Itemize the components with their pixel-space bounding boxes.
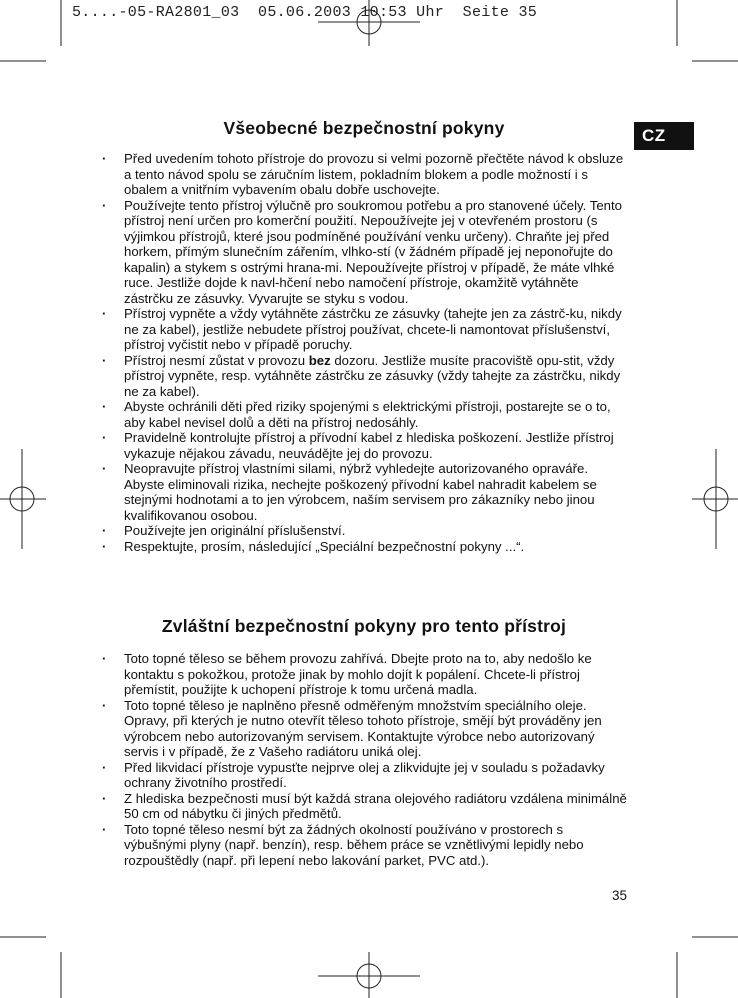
list-item: · Používejte tento přístroj výlučně pro soukromou potřebu a pro stanovené účely. Tento přístroj není určen pro komerční použití. Nepoužívejte jej v otevřeném prostoru (s výjimkou přístrojů, které jsou podmíněné používání venku určeny). Chraňte jej před horkem, přímým slunečním zářením, vlhko-stí (v žádném případě jej neponořujte do kapalin) a stykem s ostrými hrana-mi. Nepoužívejte přístroj v případě, že máte vlhké ruce. Jestliže dojde k navl-hčení nebo namočení přístroje, okamžitě vytáhněte zástrčku ze zásuvky. Vyvarujte se styku s vodou.: [100, 198, 628, 307]
list-item: · Toto topné těleso nesmí být za žádných okolností používáno v prostorech s výbušnými plyny (např. benzín), resp. během práce se vznětlivými lepidly nebo rozpouštědly (např. při lepení nebo lakování parket, PVC atd.).: [100, 822, 628, 869]
list-item: · Pravidelně kontrolujte přístroj a přívodní kabel z hlediska poškození. Jestliže přístroj vykazuje nějakou závadu, neuvádějte jej do provozu.: [100, 430, 628, 461]
list-item-text-after: dozoru. Jestliže musíte pracoviště opu-stit, vždy přístroj vypněte, resp. vytáhněte zástrčku ze zásuvky (vždy tahejte za zástrčku, nikdy ne za kabel).: [124, 352, 621, 399]
list-item: · Přístroj vypněte a vždy vytáhněte zástrčku ze zásuvky (tahejte jen za zástrč-ku, nikdy ne za kabel), jestliže nebudete přístroj používat, chcete-li namontovat příslušenství, přístroj vyčistit nebo v případě poruchy.: [100, 306, 628, 353]
list-item: · Abyste ochránili děti před riziky spojenými s elektrickými přístroji, postarejte se o to, aby kabel nevisel dolů a děti na přístroj nedosáhly.: [100, 399, 628, 430]
list-item: · Z hlediska bezpečnosti musí být každá strana olejového radiátoru vzdálena minimálně 50 cm od nábytku či jiných předmětů.: [100, 791, 628, 822]
language-tab: CZ: [634, 122, 694, 150]
general-safety-section: [100, 118, 628, 554]
page-number: 35: [612, 888, 628, 903]
list-item: · Toto topné těleso je naplněno přesně odměřeným množstvím speciálního oleje. Opravy, při kterých je nutno otevřít těleso tohoto přístroje, smějí být prováděny jen výrobcem nebo autorizovaným servisem. Kontaktujte výrobce nebo autorizovaný servis i v případě, že z Vašeho radiátoru uniká olej.: [100, 698, 628, 760]
registration-target-left: [0, 449, 46, 549]
list-item: · Respektujte, prosím, následující „Speciální bezpečnostní pokyny ...“.: [100, 539, 628, 555]
list-item: · Neopravujte přístroj vlastními silami, nýbrž vyhledejte autorizovaného opraváře. Abyste eliminovali rizika, nechejte poškozený přívodní kabel nahradit kabelem se stejnými hodnotami a to jen výrobcem, naším servisem pro zákazníky nebo jinou kvalifikovanou osobou.: [100, 461, 628, 523]
registration-target-top: [318, 0, 420, 46]
device-safety-list: [100, 651, 628, 868]
device-safety-title: Zvláštní bezpečnostní pokyny pro tento přístroj: [161, 616, 567, 636]
list-item: · Před uvedením tohoto přístroje do provozu si velmi pozorně přečtěte návod k obsluze a tento návod spolu se záručním listem, pokladním blokem a podle možností i s obalem a vnitřním vybavením obalu dobře uschovejte.: [100, 151, 628, 198]
list-item: · Před likvidací přístroje vypusťte nejprve olej a zlikvidujte jej v souladu s požadavky ochrany životního prostředí.: [100, 760, 628, 791]
print-slug: 5....-05-RA2801_03 05.06.2003 10:53 Uhr Seite 35: [72, 4, 538, 21]
general-safety-title: Všeobecné bezpečnostní pokyny: [223, 118, 505, 138]
list-item-text-before: Přístroj nesmí zůstat v provozu: [124, 352, 309, 368]
registration-target-right: [692, 449, 738, 549]
device-safety-section: [100, 616, 628, 868]
general-safety-list: [100, 151, 628, 554]
list-item: · Používejte jen originální příslušenství.: [100, 523, 628, 539]
registration-target-bottom: [318, 952, 420, 998]
list-item-emphasis: bez: [308, 352, 331, 368]
list-item: · Toto topné těleso se během provozu zahřívá. Dbejte proto na to, aby nedošlo ke kontaktu s pokožkou, protože jinak by mohlo dojít k popálení. Chcete-li přístroj přemístit, použijte k uchopení přístroje k tomu určená madla.: [100, 651, 628, 698]
list-item: [100, 353, 628, 400]
